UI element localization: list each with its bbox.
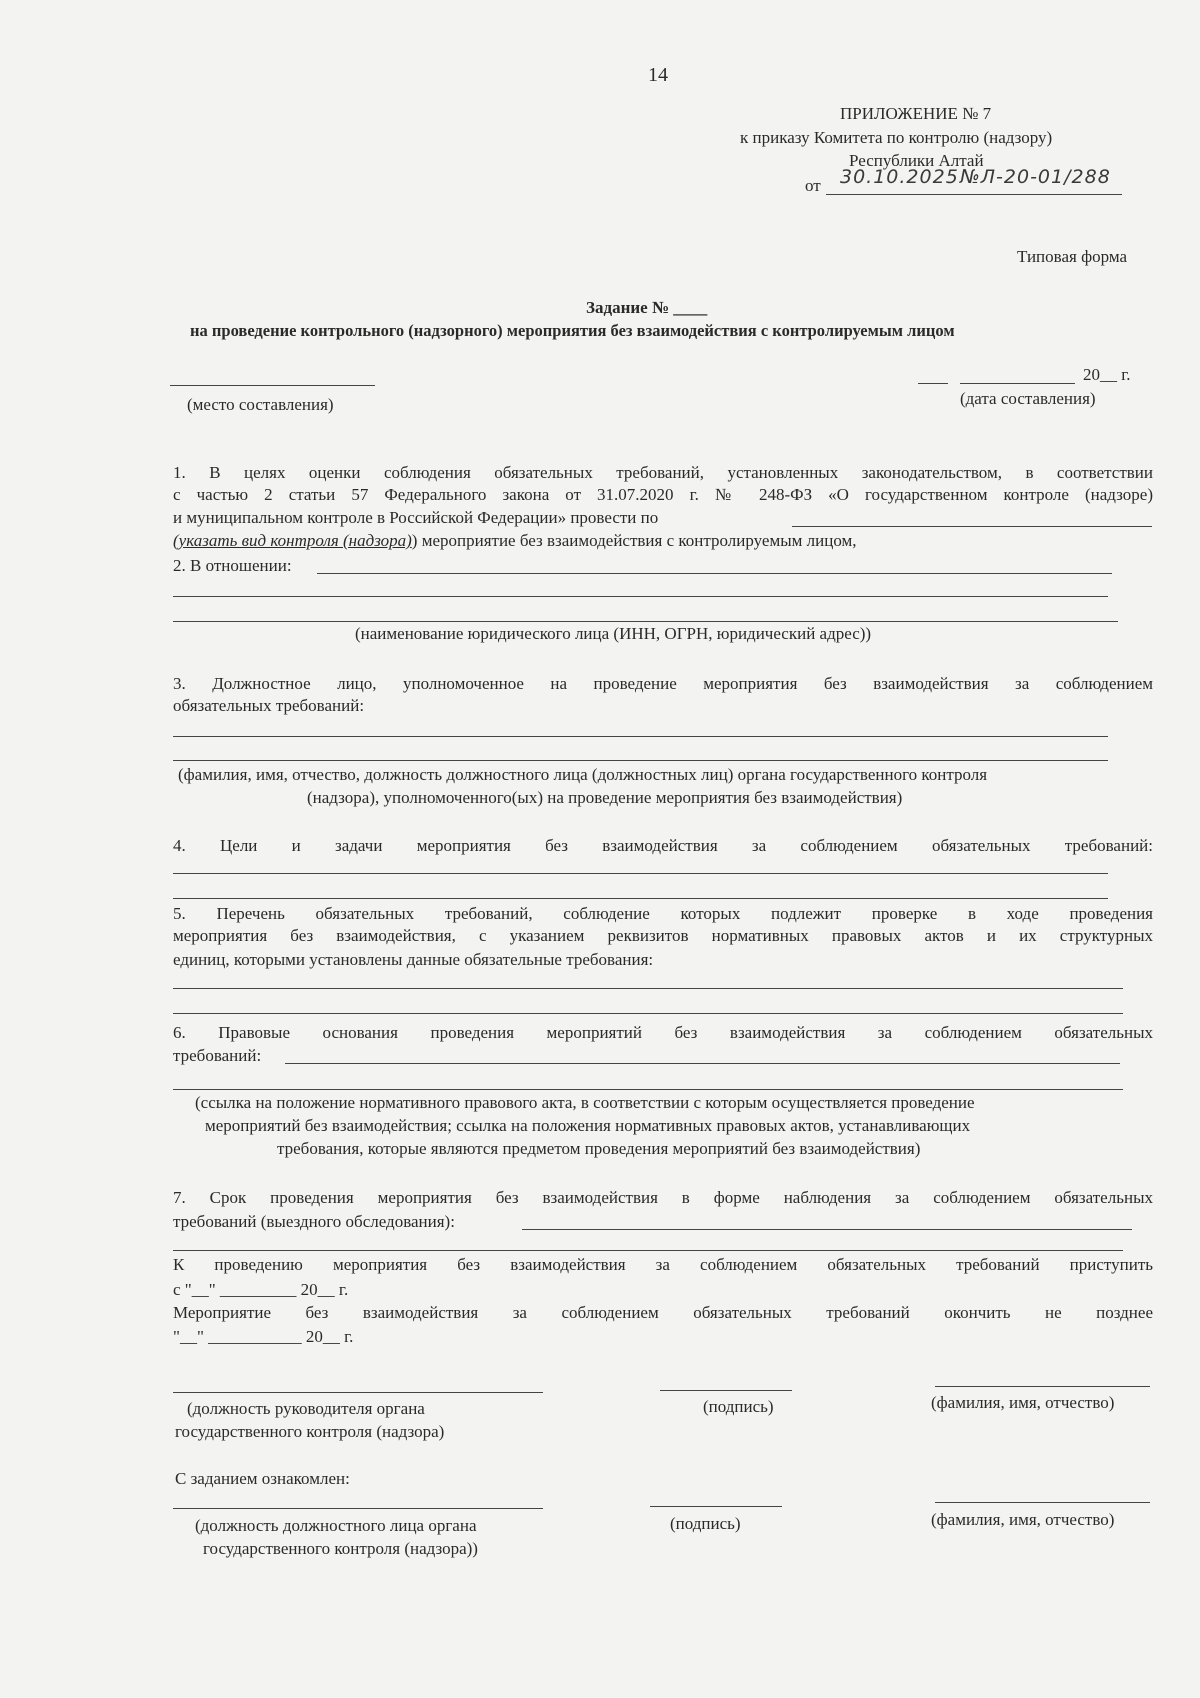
date-year: 20__ г. xyxy=(1083,365,1131,384)
section-5-field-2 xyxy=(173,1013,1123,1014)
start-line-2: с "__" _________ 20__ г. xyxy=(173,1280,349,1299)
end-line-1: Мероприятие без взаимодействия за соблюдением обязательных требований окончить не позднее xyxy=(173,1303,1153,1322)
official-fio-caption: (фамилия, имя, отчество) xyxy=(931,1510,1115,1529)
section-2-line-1 xyxy=(317,573,1112,574)
page-number: 14 xyxy=(648,64,668,86)
section-5-line-1: 5. Перечень обязательных требований, соблюдение которых подлежит проверке в ходе проведения xyxy=(173,904,1153,923)
official-fio-line xyxy=(935,1502,1150,1503)
section-4-field-1 xyxy=(173,873,1108,874)
place-caption: (место составления) xyxy=(187,395,334,414)
section-7-line-2: требований (выездного обследования): xyxy=(173,1212,455,1231)
task-number-title: Задание № ____ xyxy=(586,298,708,317)
section-6-caption-3: требования, которые являются предметом проведения мероприятий без взаимодействия) xyxy=(277,1139,921,1158)
section-3-field-1 xyxy=(173,736,1108,737)
start-line-1: К проведению мероприятия без взаимодействия за соблюдением обязательных требований приступить xyxy=(173,1255,1153,1274)
section-7-field-1 xyxy=(522,1229,1132,1230)
order-from-label: от xyxy=(805,176,821,195)
handwritten-date: 30.10.2025 xyxy=(840,166,959,188)
section-5-field-1 xyxy=(173,988,1123,989)
place-line xyxy=(170,385,375,386)
handwritten-number: №Л-20-01/288 xyxy=(960,166,1111,188)
task-subtitle: на проведение контрольного (надзорного) мероприятия без взаимодействия с контролируемым лицом xyxy=(190,321,955,340)
section-6-caption-1: (ссылка на положение нормативного правового акта, в соответствии с которым осуществляется проведение xyxy=(195,1093,975,1112)
section-3-field-2 xyxy=(173,760,1108,761)
head-position-line xyxy=(173,1392,543,1393)
section-4-field-2 xyxy=(173,898,1108,899)
section-7-line-1: 7. Срок проведения мероприятия без взаимодействия в форме наблюдения за соблюдением обязательных xyxy=(173,1188,1153,1207)
section-1-line-3: и муниципальном контроле в Российской Федерации» провести по xyxy=(173,508,659,527)
official-caption-2: государственного контроля (надзора)) xyxy=(203,1539,478,1558)
form-type: Типовая форма xyxy=(1017,247,1128,266)
section-5-line-2: мероприятия без взаимодействия, с указанием реквизитов нормативных правовых актов и их структурных xyxy=(173,926,1153,945)
control-type-hint: (указать вид контроля (надзора) xyxy=(173,531,412,550)
section-1-line-1: 1. В целях оценки соблюдения обязательных требований, установленных законодательством, в соответствии xyxy=(173,463,1153,482)
section-4-line-1: 4. Цели и задачи мероприятия без взаимодействия за соблюдением обязательных требований: xyxy=(173,836,1153,855)
section-1-line-4 xyxy=(173,530,857,552)
order-reference: к приказу Комитета по контролю (надзору) xyxy=(740,128,1053,147)
section-6-caption-2: мероприятий без взаимодействия; ссылка на положения нормативных правовых актов, устанавливающих xyxy=(205,1116,971,1135)
head-signature-line xyxy=(660,1390,792,1391)
section-2-label: 2. В отношении: xyxy=(173,556,292,575)
official-caption-1: (должность должностного лица органа xyxy=(195,1516,477,1535)
date-caption: (дата составления) xyxy=(960,389,1096,408)
section-2-line-3 xyxy=(173,621,1118,622)
head-caption-2: государственного контроля (надзора) xyxy=(175,1422,445,1441)
section-2-caption: (наименование юридического лица (ИНН, ОГРН, юридический адрес)) xyxy=(355,624,872,643)
section-5-line-3: единиц, которыми установлены данные обязательные требования: xyxy=(173,950,654,969)
section-7-field-2 xyxy=(173,1250,1123,1251)
section-3-line-2: обязательных требований: xyxy=(173,696,365,715)
official-signature-line xyxy=(650,1506,782,1507)
head-fio-caption: (фамилия, имя, отчество) xyxy=(931,1393,1115,1412)
section-3-caption-1: (фамилия, имя, отчество, должность должностного лица (должностных лиц) органа государственного контроля xyxy=(178,765,988,784)
section-1-line-2: с частью 2 статьи 57 Федерального закона от 31.07.2020 г. № 248-ФЗ «О государственном контроле (надзоре) xyxy=(173,485,1153,504)
appendix-title: ПРИЛОЖЕНИЕ № 7 xyxy=(840,104,992,123)
section-3-caption-2: (надзора), уполномоченного(ых) на проведение мероприятия без взаимодействия) xyxy=(307,788,903,807)
section-6-field-1 xyxy=(285,1063,1120,1064)
official-position-line xyxy=(173,1508,543,1509)
section-6-line-1: 6. Правовые основания проведения мероприятий без взаимодействия за соблюдением обязательных xyxy=(173,1023,1153,1042)
control-type-line xyxy=(792,526,1152,527)
section-2-line-2 xyxy=(173,596,1108,597)
section-6-line-2: требований: xyxy=(173,1046,262,1065)
order-date-line xyxy=(826,194,1122,195)
section-6-field-2 xyxy=(173,1089,1123,1090)
end-line-2: "__" ___________ 20__ г. xyxy=(173,1327,354,1346)
date-month-line xyxy=(960,383,1075,384)
head-fio-line xyxy=(935,1386,1150,1387)
section-1-line-4-rest: ) мероприятие без взаимодействия с контролируемым лицом, xyxy=(411,531,857,550)
head-caption-1: (должность руководителя органа xyxy=(187,1399,425,1418)
section-3-line-1: 3. Должностное лицо, уполномоченное на проведение мероприятия без взаимодействия за соблюдением xyxy=(173,674,1153,693)
head-signature-caption: (подпись) xyxy=(703,1397,774,1416)
official-signature-caption: (подпись) xyxy=(670,1514,741,1533)
date-day-line xyxy=(918,383,948,384)
order-region: Республики Алтай xyxy=(849,151,984,170)
acquainted-label: С заданием ознакомлен: xyxy=(175,1469,350,1488)
